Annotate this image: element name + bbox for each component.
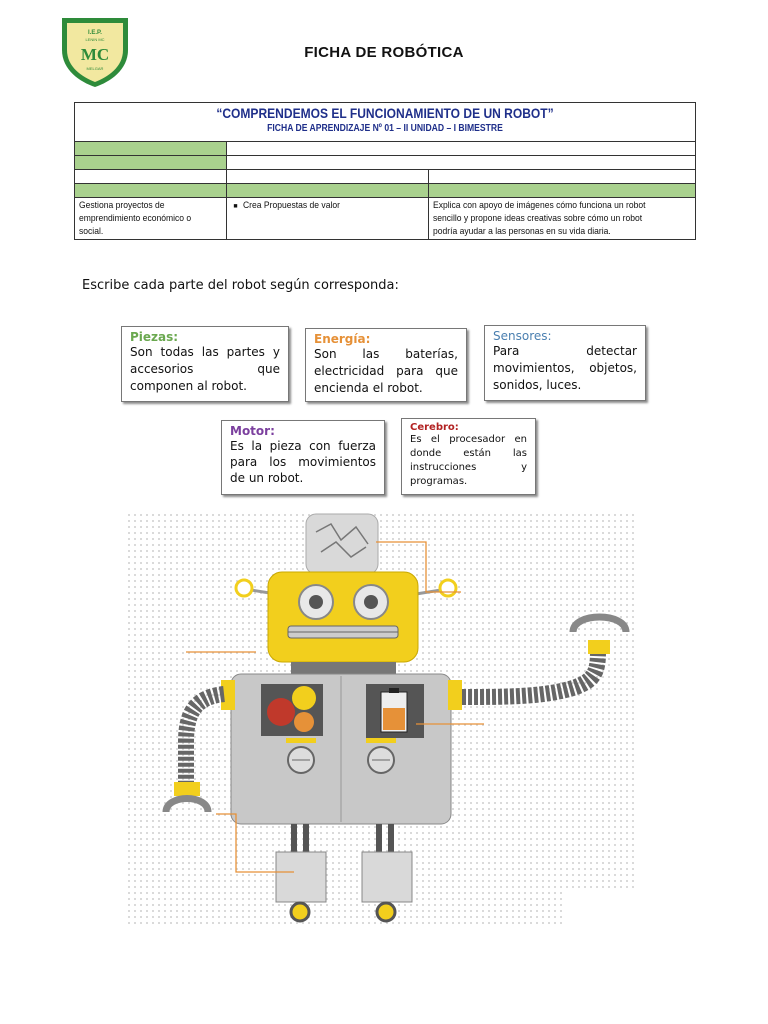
- green-label-cell: [75, 142, 227, 156]
- logo-ribbon-text: LENIN MC: [85, 37, 105, 42]
- card-title-piezas: Piezas:: [130, 330, 179, 344]
- card-text-motor: Es la pieza con fuerza para los movimientos de un robot.: [230, 439, 376, 485]
- card-text-sensores: Para detectar movimientos, objetos, sonidos, luces.: [493, 344, 637, 392]
- page-title: FICHA DE ROBÓTICA: [304, 44, 464, 61]
- robot-illustration: [126, 512, 638, 926]
- card-motor: [221, 420, 385, 495]
- info-table: [74, 102, 696, 240]
- logo-initials: MC: [80, 45, 110, 64]
- card-text-piezas: Son todas las partes y accesorios que componen al robot.: [130, 345, 280, 393]
- logo-bottom-text: MELGAR: [86, 66, 104, 71]
- capacidad-text: Crea Propuestas de valor: [242, 200, 340, 211]
- green-header-cell: [75, 184, 227, 198]
- battery: [366, 684, 424, 738]
- motor-gears: [261, 684, 323, 736]
- brain-dome: [306, 514, 378, 574]
- competencia-text: Gestiona proyectos de emprendimiento económico o social.: [79, 200, 192, 237]
- card-title-energia: Energía:: [314, 332, 371, 346]
- empty-cell: [428, 170, 695, 184]
- robot-body: [221, 674, 462, 824]
- card-title-motor: Motor:: [230, 424, 275, 438]
- desempeno-cell: [428, 198, 695, 240]
- card-title-cerebro: Cerebro:: [410, 422, 459, 433]
- card-text-energia: Son las baterías, electricidad para que encienda el robot.: [314, 347, 458, 395]
- competencia-cell: [75, 198, 227, 240]
- card-piezas: [121, 326, 289, 402]
- card-cerebro: [401, 418, 536, 495]
- empty-cell: [227, 170, 429, 184]
- empty-cell: [75, 170, 227, 184]
- instruction-text: Escribe cada parte del robot según corresponda:: [82, 278, 399, 293]
- table-subtitle: FICHA DE APRENDIZAJE Nº 01 – II UNIDAD – I BIMESTRE: [267, 123, 503, 134]
- table-title: “COMPRENDEMOS EL FUNCIONAMIENTO DE UN ROBOT”: [216, 105, 554, 121]
- green-label-cell: [75, 156, 227, 170]
- capacidad-cell: [227, 198, 429, 240]
- white-corner: [566, 892, 638, 926]
- table-title-cell: [75, 103, 696, 142]
- robot-head: [268, 572, 418, 662]
- empty-cell: [227, 156, 696, 170]
- robot-neck: [291, 662, 396, 674]
- logo-top-text: I.E.P.: [88, 30, 102, 36]
- empty-cell: [227, 142, 696, 156]
- green-header-cell: [428, 184, 695, 198]
- card-sensores: [484, 325, 646, 401]
- card-energia: [305, 328, 467, 402]
- card-title-sensores: Sensores:: [493, 329, 552, 343]
- green-header-cell: [227, 184, 429, 198]
- card-text-cerebro: Es el procesador en donde están las instrucciones y programas.: [410, 434, 527, 487]
- bullet-icon: ■: [233, 203, 238, 210]
- desempeno-text: Explica con apoyo de imágenes cómo funciona un robot sencillo y propone ideas creativas sobre cómo un robot podría ayudar a las personas en su vida diaria.: [432, 200, 646, 237]
